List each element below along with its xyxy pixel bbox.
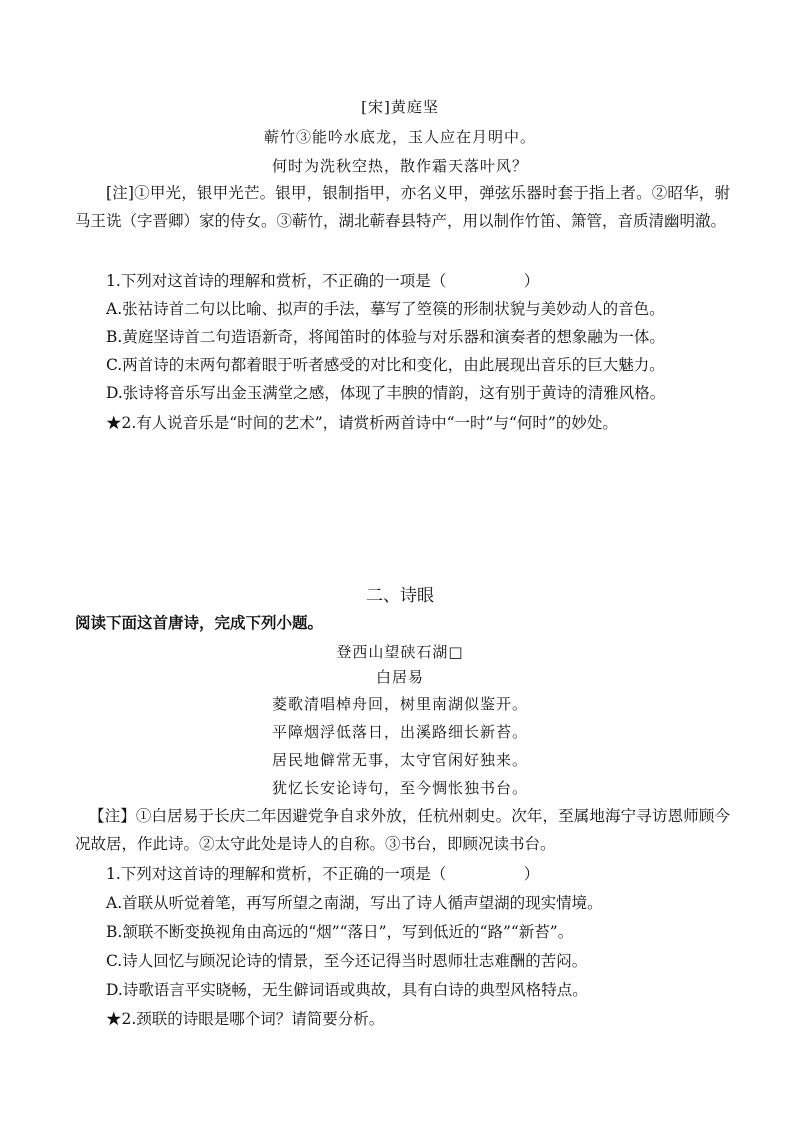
q1-stem: 1.下列对这首诗的理解和赏析，不正确的一项是（ ） bbox=[106, 272, 540, 290]
poem2-line-3: 居民地僻常无事，太守官闲好独来。 bbox=[271, 751, 528, 769]
q1-option-a: A.张祜诗首二句以比喻、拟声的手法，摹写了箜篌的形制状貌与美妙动人的音色。 bbox=[106, 300, 665, 318]
q1-option-b: B.黄庭坚诗首二句造语新奇，将闻笛时的体验与对乐器和演奏者的想象融为一体。 bbox=[106, 328, 665, 346]
s2-q1-option-a: A.首联从听觉着笔，再写所望之南湖，写出了诗人循声望湖的现实情境。 bbox=[106, 894, 603, 912]
poem1-note: [注]①甲光，银甲光芒。银甲，银制指甲，亦名义甲，弹弦乐器时套于指上者。②昭华，驸马王诜（字晋卿）家的侍女。③蕲竹，湖北蕲春县特产，用以制作竹笛、箫管，音质清幽明澈。 bbox=[75, 184, 730, 230]
s2-q2-stem: ★2.颈联的诗眼是哪个词？请简要分析。 bbox=[106, 1010, 385, 1028]
q1-option-c: C.两首诗的末两句都着眼于听者感受的对比和变化，由此展现出音乐的巨大魅力。 bbox=[106, 356, 665, 374]
poem2-title: 登西山望硖石湖□ bbox=[336, 643, 464, 661]
poem2-line-4: 犹忆长安论诗句，至今惆怅独书台。 bbox=[271, 779, 528, 797]
s2-q1-stem: 1.下列对这首诗的理解和赏析，不正确的一项是（ ） bbox=[106, 865, 540, 883]
q1-option-d: D.张诗将音乐写出金玉满堂之感，体现了丰腴的情韵，这有别于黄诗的清雅风格。 bbox=[106, 384, 666, 402]
s2-q1-option-d: D.诗歌语言平实晓畅，无生僻词语或典故，具有白诗的典型风格特点。 bbox=[106, 981, 588, 999]
section2-heading: 二、诗眼 bbox=[366, 586, 434, 606]
poem2-line-2: 平障烟浮低落日，出溪路细长新苔。 bbox=[271, 723, 528, 741]
poem1-line-1: 蕲竹③能吟水底龙，玉人应在月明中。 bbox=[263, 128, 536, 146]
section2-instruction: 阅读下面这首唐诗，完成下列小题。 bbox=[75, 614, 324, 632]
poem2-line-1: 菱歌清唱棹舟回，树里南湖似鉴开。 bbox=[271, 695, 528, 713]
poem1-line-2: 何时为洗秋空热，散作霜天落叶风？ bbox=[271, 157, 528, 175]
poem1-author-line: [宋]黄庭坚 bbox=[361, 98, 439, 116]
poem2-note: 【注】①白居易于长庆二年因避党争自求外放，任杭州刺史。次年，至属地海宁寻访恩师顾今况故居，作此诗。②太守此处是诗人的自称。③书台，即顾况读书台。 bbox=[75, 807, 730, 853]
s2-q1-option-c: C.诗人回忆与顾况论诗的情景，至今还记得当时恩师壮志难酬的苦闷。 bbox=[106, 952, 588, 970]
s2-q1-option-b: B.颔联不断变换视角由高远的“烟”“落日”，写到低近的“路”“新苔”。 bbox=[106, 923, 574, 941]
q2-stem: ★2.有人说音乐是“时间的艺术”，请赏析两首诗中“一时”与“何时”的妙处。 bbox=[106, 414, 618, 432]
poem2-author: 白居易 bbox=[375, 668, 424, 686]
